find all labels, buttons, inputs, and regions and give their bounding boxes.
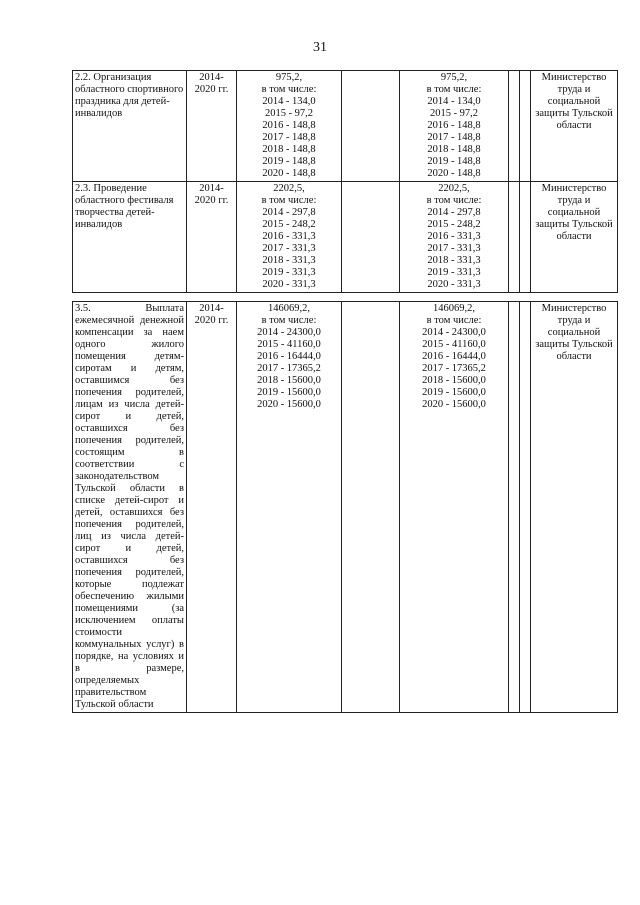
empty-cell: [509, 182, 520, 293]
table-row: [73, 182, 618, 293]
funding-line: 2019 - 148,8: [262, 156, 316, 167]
funding-line: 2017 - 17365,2: [257, 363, 321, 374]
measure-term: 2014-2020 гг.: [187, 302, 237, 713]
funding-line: 2017 - 331,3: [427, 243, 481, 254]
table-row: [73, 71, 618, 182]
empty-cell: [520, 182, 531, 293]
empty-cell: [509, 302, 520, 713]
funding-line: 2016 - 16444,0: [422, 351, 486, 362]
measure-term: 2014-2020 гг.: [187, 182, 237, 293]
funding-line: 2019 - 15600,0: [422, 387, 486, 398]
funding-line: 2018 - 148,8: [427, 144, 481, 155]
funding-line: 2020 - 148,8: [427, 168, 481, 179]
total-funding: [237, 302, 342, 713]
funding-line: 2020 - 15600,0: [257, 399, 321, 410]
funding-line: 2016 - 331,3: [262, 231, 316, 242]
program-measures-table: [72, 70, 618, 713]
funding-line: в том числе:: [261, 315, 317, 326]
funding-line: 2015 - 97,2: [264, 108, 314, 119]
row-separator: [73, 293, 618, 302]
measure-executor: Министерство труда и социальной защиты Тульской области: [531, 302, 618, 713]
funding-line: 2020 - 15600,0: [422, 399, 486, 410]
funding-line: 2018 - 15600,0: [422, 375, 486, 386]
total-funding: [237, 182, 342, 293]
page-number: 31: [313, 40, 327, 55]
funding-line: 2018 - 148,8: [262, 144, 316, 155]
funding-line: в том числе:: [261, 84, 317, 95]
funding-line: 2016 - 148,8: [427, 120, 481, 131]
funding-line: 2015 - 248,2: [427, 219, 481, 230]
funding-line: 2017 - 148,8: [427, 132, 481, 143]
funding-line: 2014 - 24300,0: [422, 327, 486, 338]
funding-line: в том числе:: [426, 315, 482, 326]
empty-cell: [342, 71, 400, 182]
funding-line: 2018 - 331,3: [427, 255, 481, 266]
funding-line: 975,2,: [275, 72, 303, 83]
measure-executor: Министерство труда и социальной защиты Тульской области: [531, 71, 618, 182]
measure-name: 2.2. Организация областного спортивного праздника для детей-инвалидов: [73, 71, 187, 182]
funding-line: 2014 - 297,8: [427, 207, 481, 218]
funding-line: 2015 - 41160,0: [257, 339, 321, 350]
funding-line: 2019 - 148,8: [427, 156, 481, 167]
funding-line: 2015 - 97,2: [429, 108, 479, 119]
funding-line: 2018 - 331,3: [262, 255, 316, 266]
funding-line: 146069,2,: [433, 303, 475, 314]
funding-line: 2020 - 331,3: [427, 279, 481, 290]
funding-line: 2019 - 15600,0: [257, 387, 321, 398]
empty-cell: [342, 182, 400, 293]
funding-line: 2020 - 331,3: [262, 279, 316, 290]
funding-line: 2014 - 134,0: [427, 96, 481, 107]
funding-line: 2202,5,: [438, 183, 470, 194]
funding-line: 2019 - 331,3: [262, 267, 316, 278]
empty-cell: [342, 302, 400, 713]
total-funding: [237, 71, 342, 182]
funding-line: 2020 - 148,8: [262, 168, 316, 179]
funding-line: 2017 - 331,3: [262, 243, 316, 254]
funding-line: 2202,5,: [273, 183, 305, 194]
measure-executor: Министерство труда и социальной защиты Тульской области: [531, 182, 618, 293]
measure-name: 2.3. Проведение областного фестиваля творчества детей-инвалидов: [73, 182, 187, 293]
funding-line: 2017 - 148,8: [262, 132, 316, 143]
funding-line: в том числе:: [426, 195, 482, 206]
funding-line: 2017 - 17365,2: [422, 363, 486, 374]
funding-line: 2014 - 134,0: [262, 96, 316, 107]
funding-line: 2018 - 15600,0: [257, 375, 321, 386]
funding-line: 146069,2,: [268, 303, 310, 314]
funding-line: 2015 - 41160,0: [422, 339, 486, 350]
funding-line: 2014 - 24300,0: [257, 327, 321, 338]
funding-line: в том числе:: [261, 195, 317, 206]
table-gap: [73, 293, 618, 302]
measure-name: 3.5. Выплата ежемесячной денежной компенсации за наем одного жилого помещения детям-сиротам и детям, оставшимся без попечения родителей, лицам из числа детей-сирот и детей, оставшихся без попечения родителей, состоящим в соответствии с законодательством Тульской области в списке детей-сирот и детей, оставшихся без попечения родителей, лиц из числа детей-сирот и детей, оставшихся без попечения родителей, которые подлежат обеспечению жилыми помещениями (за исключением оплаты стоимости коммунальных услуг) в порядке, на условиях и в размере, определяемых правительством Тульской области: [73, 302, 187, 713]
empty-cell: [509, 71, 520, 182]
table-row: [73, 302, 618, 713]
funding-line: 2015 - 248,2: [262, 219, 316, 230]
funding-line: 2016 - 148,8: [262, 120, 316, 131]
regional-funding: [400, 182, 509, 293]
funding-line: 2016 - 331,3: [427, 231, 481, 242]
regional-funding: [400, 71, 509, 182]
funding-line: 975,2,: [440, 72, 468, 83]
funding-line: в том числе:: [426, 84, 482, 95]
funding-line: 2019 - 331,3: [427, 267, 481, 278]
regional-funding: [400, 302, 509, 713]
empty-cell: [520, 71, 531, 182]
measure-term: 2014-2020 гг.: [187, 71, 237, 182]
funding-line: 2016 - 16444,0: [257, 351, 321, 362]
empty-cell: [520, 302, 531, 713]
funding-line: 2014 - 297,8: [262, 207, 316, 218]
